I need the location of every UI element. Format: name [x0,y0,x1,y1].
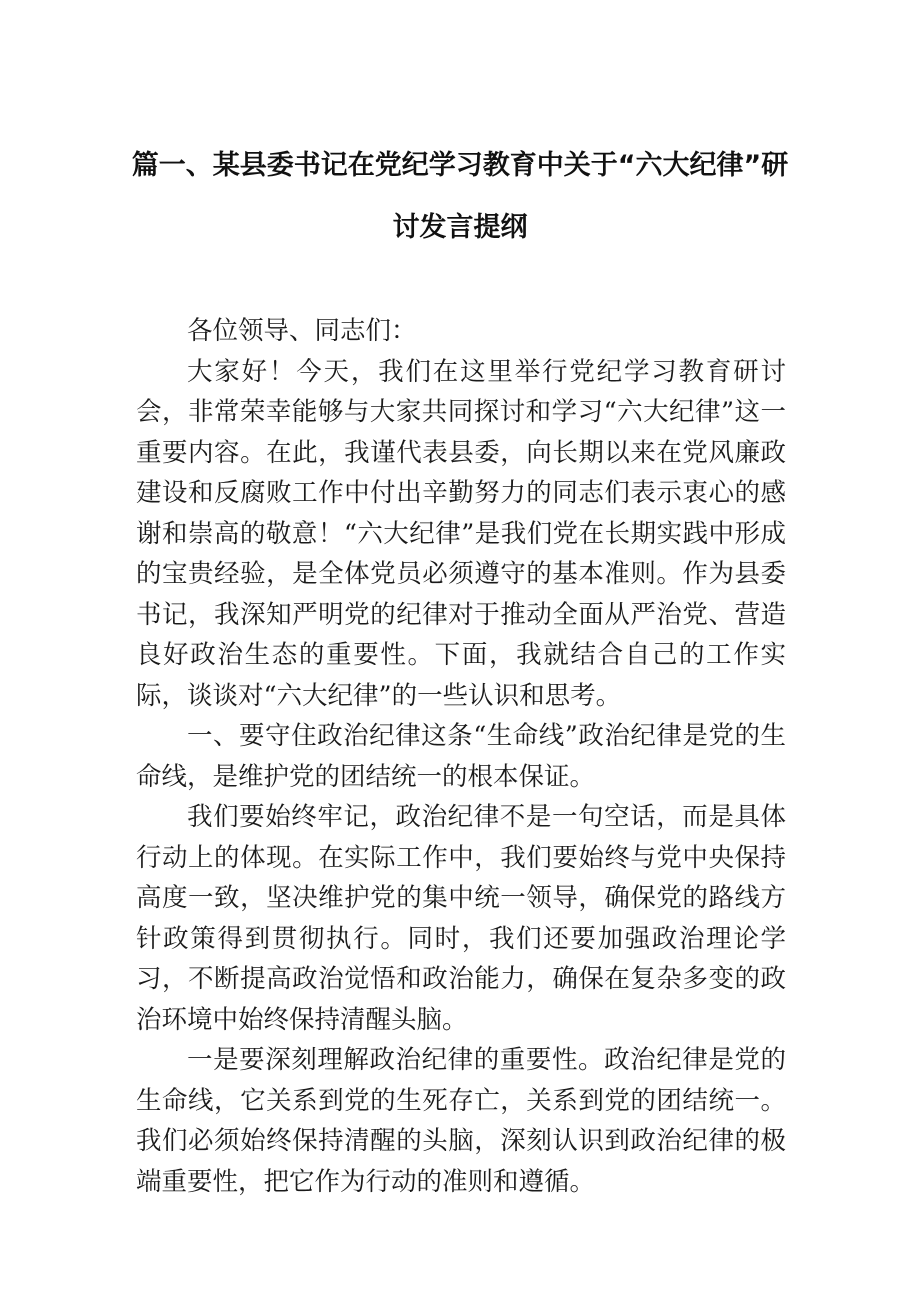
opening-paragraph: 大家好！今天，我们在这里举行党纪学习教育研讨会，非常荣幸能够与大家共同探讨和学习“六大纪律”这一重要内容。在此，我谨代表县委，向长期以来在党风廉政建设和反腐败工作中付出辛勤努力的同志们表示衷心的感谢和崇高的敬意！“六大纪律”是我们党在长期实践中形成的宝贵经验，是全体党员必须遵守的基本准则。作为县委书记，我深知严明党的纪律对于推动全面从严治党、营造良好政治生态的重要性。下面，我就结合自己的工作实际，谈谈对“六大纪律”的一些认识和思考。 [136,356,786,711]
document-title-line-2: 讨发言提纲 [392,212,528,243]
section-heading-paragraph: 一、要守住政治纪律这条“生命线”政治纪律是党的生命线，是维护党的团结统一的根本保证。 [136,721,786,792]
document-title-line-1: 篇一、某县委书记在党纪学习教育中关于“六大纪律”研 [131,150,789,181]
document-body [136,311,786,1202]
salutation-paragraph: 各位领导、同志们： [187,316,417,346]
body-paragraph: 一是要深刻理解政治纪律的重要性。政治纪律是党的生命线，它关系到党的生死存亡，关系到党的团结统一。我们必须始终保持清醒的头脑，深刻认识到政治纪律的极端重要性，把它作为行动的准则和遵循。 [136,1045,786,1197]
body-paragraph: 我们要始终牢记，政治纪律不是一句空话，而是具体行动上的体现。在实际工作中，我们要始终与党中央保持高度一致，坚决维护党的集中统一领导，确保党的路线方针政策得到贯彻执行。同时，我们还要加强政治理论学习，不断提高政治觉悟和政治能力，确保在复杂多变的政治环境中始终保持清醒头脑。 [136,802,786,1035]
